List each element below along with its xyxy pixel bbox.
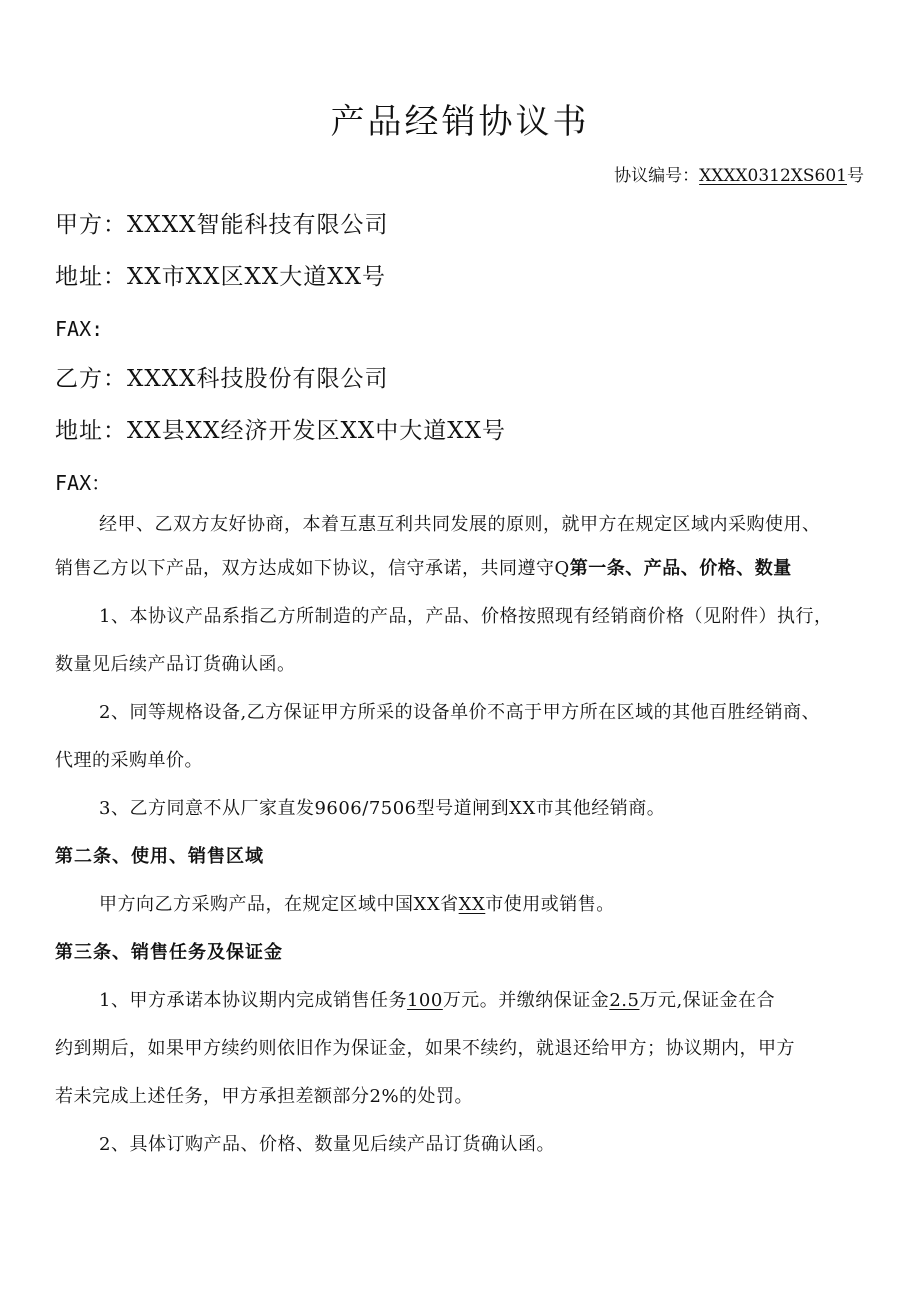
article-2-text-a: 甲方向乙方采购产品，在规定区域中国XX省 [99, 894, 459, 915]
article-3-item-1-text-b: 万元。并缴纳保证金 [442, 990, 610, 1011]
article-1-item-1-line-2: 数量见后续产品订货确认函。 [55, 654, 296, 675]
article-1-item-3: 3、乙方同意不从厂家直发9606/7506型号道闸到XX市其他经销商。 [99, 798, 666, 819]
article-2-text [55, 890, 867, 920]
article-2-city-underlined: XX [458, 894, 486, 915]
article-3-item-1-line-3: 若未完成上述任务，甲方承担差额部分2%的处罚。 [55, 1086, 474, 1107]
agreement-number-label: 协议编号： [614, 166, 700, 186]
party-a-fax: FAX: [55, 317, 104, 341]
sales-target-value: 100 [406, 990, 443, 1011]
agreement-number-suffix: 号 [847, 166, 864, 186]
article-2-heading: 第二条、使用、销售区域 [55, 846, 264, 867]
intro-line-2 [55, 554, 867, 584]
intro-line-2-text: 销售乙方以下产品，双方达成如下协议，信守承诺，共同遵守Q [55, 558, 570, 579]
party-b-name: 乙方：XXXX科技股份有限公司 [55, 366, 389, 392]
party-b-fax: FAX： [55, 471, 112, 495]
article-3-item-2: 2、具体订购产品、价格、数量见后续产品订货确认函。 [99, 1134, 555, 1155]
party-a-address: 地址：XX市XX区XX大道XX号 [55, 264, 386, 290]
article-1-item-1-line-1: 1、本协议产品系指乙方所制造的产品，产品、价格按照现有经销商价格（见附件）执行， [99, 606, 833, 627]
article-1-item-2-line-2: 代理的采购单价。 [55, 750, 203, 771]
deposit-value: 2.5 [609, 990, 640, 1011]
article-1-item-2-line-1: 2、同等规格设备,乙方保证甲方所采的设备单价不高于甲方所在区域的其他百胜经销商、 [99, 702, 821, 723]
article-3-item-1-text-a: 1、甲方承诺本协议期内完成销售任务 [99, 990, 407, 1011]
agreement-number-value: XXXX0312XS601 [699, 166, 847, 186]
document-title: 产品经销协议书 [330, 102, 590, 142]
article-3-heading: 第三条、销售任务及保证金 [55, 942, 283, 963]
agreement-number [614, 162, 864, 190]
article-3-item-1-line-2: 约到期后，如果甲方续约则依旧作为保证金，如果不续约，就退还给甲方；协议期内，甲方 [55, 1038, 795, 1059]
intro-line-1: 经甲、乙双方友好协商，本着互惠互利共同发展的原则，就甲方在规定区域内采购使用、 [99, 514, 821, 535]
article-3-item-1-text-c: 万元,保证金在合 [639, 990, 776, 1011]
article-3-item-1-line-1 [55, 986, 867, 1016]
article-1-heading: 第一条、产品、价格、数量 [569, 558, 792, 579]
party-a-name: 甲方：XXXX智能科技有限公司 [55, 212, 389, 238]
party-b-address: 地址：XX县XX经济开发区XX中大道XX号 [55, 418, 506, 444]
article-2-text-b: 市使用或销售。 [485, 894, 615, 915]
